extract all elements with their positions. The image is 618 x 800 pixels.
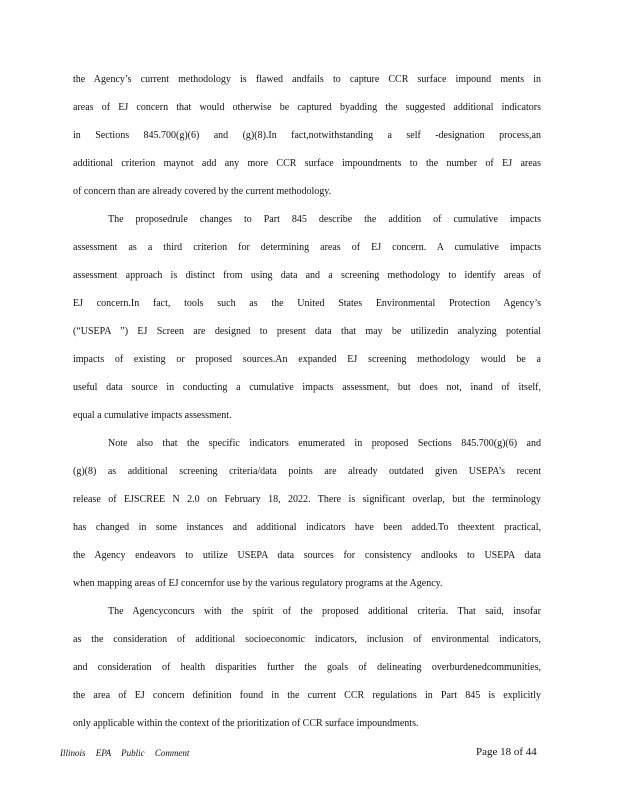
text-line: assessment as a third criterion for determining areas of EJ concern. A cumulative impacts: [73, 242, 541, 253]
text-line: when mapping areas of EJ concernfor use by the various regulatory programs at the Agency.: [73, 578, 443, 589]
paragraph: [73, 66, 541, 206]
text-line: of concern than are already covered by the current methodology.: [73, 186, 332, 197]
text-line: release of EJSCREE N 2.0 on February 18, 2022. There is significant overlap, but the terminology: [73, 494, 541, 505]
paragraph: [73, 430, 541, 598]
text-line: as the consideration of additional socioeconomic indicators, inclusion of environmental indicators,: [73, 634, 541, 645]
text-line: in Sections 845.700(g)(6) and (g)(8).In fact,notwithstanding a self -designation process,an: [73, 130, 541, 141]
text-line: only applicable within the context of the prioritization of CCR surface impoundments.: [73, 718, 419, 729]
text-line: impacts of existing or proposed sources.An expanded EJ screening methodology would be a: [73, 354, 541, 365]
footer-left-text: Illinois EPA Public Comment: [60, 748, 190, 758]
text-line: useful data source in conducting a cumulative impacts assessment, but does not, inand of itself,: [73, 382, 541, 393]
body-text: [73, 66, 541, 738]
text-line: The proposedrule changes to Part 845 describe the addition of cumulative impacts: [108, 214, 541, 225]
text-line: equal a cumulative impacts assessment.: [73, 410, 232, 421]
text-line: and consideration of health disparities further the goals of delineating overburdenedcommunities,: [73, 662, 541, 673]
text-line: has changed in some instances and additional indicators have been added.To theextent practical,: [73, 522, 541, 533]
text-line: additional criterion maynot add any more CCR surface impoundments to the number of EJ areas: [73, 158, 541, 169]
page-number: Page 18 of 44: [476, 746, 537, 758]
text-line: the Agency’s current methodology is flawed andfails to capture CCR surface impound ments in: [73, 74, 541, 85]
paragraph: [73, 206, 541, 430]
text-line: areas of EJ concern that would otherwise be captured byadding the suggested additional indicators: [73, 102, 541, 113]
text-line: Note also that the specific indicators enumerated in proposed Sections 845.700(g)(6) and: [108, 438, 541, 449]
text-line: the Agency endeavors to utilize USEPA data sources for consistency andlooks to USEPA data: [73, 550, 541, 561]
text-line: (“USEPA ”) EJ Screen are designed to present data that may be utilizedin analyzing potential: [73, 326, 541, 337]
text-line: assessment approach is distinct from using data and a screening methodology to identify areas of: [73, 270, 541, 281]
paragraph: [73, 598, 541, 738]
text-line: The Agencyconcurs with the spirit of the proposed additional criteria. That said, insofar: [108, 606, 541, 617]
text-line: the area of EJ concern definition found in the current CCR regulations in Part 845 is explicitly: [73, 690, 541, 701]
text-line: (g)(8) as additional screening criteria/data points are already outdated given USEPA’s recent: [73, 466, 541, 477]
text-line: EJ concern.In fact, tools such as the United States Environmental Protection Agency’s: [73, 298, 541, 309]
